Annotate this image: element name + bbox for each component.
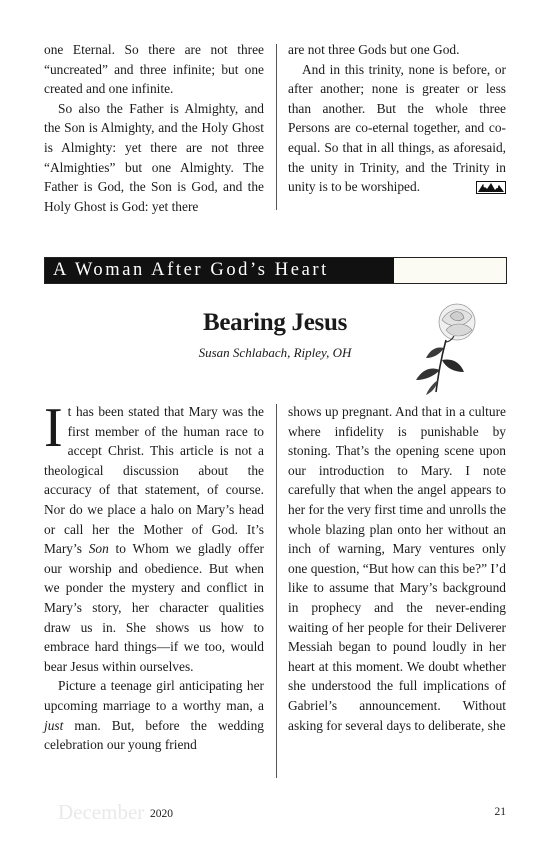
continued-text-right-column bbox=[288, 40, 506, 197]
footer-year: 2020 bbox=[150, 808, 173, 820]
emphasis-text: just bbox=[44, 717, 64, 733]
paragraph: So also the Father is Almighty, and the Son is Almighty, and the Holy Ghost is Almighty: yet there are not three “Almighties” but one Almighty. The Father is God, the Son is God, and the Holy Ghost is God: yet there bbox=[44, 100, 264, 214]
paragraph-text: Picture a teenage girl anticipating her upcoming marriage to a worthy man, a bbox=[44, 678, 264, 713]
paragraph: one Eternal. So there are not three “uncreated” and three infinite; but one created and one infinite. bbox=[44, 42, 264, 97]
page-number: 21 bbox=[494, 806, 506, 818]
paragraph-text: And in this trinity, none is before, or after another; none is greater or less than another. But the whole three Persons are co-eternal together, and co-equal. So that in all things, as aforesaid, the unity in Trinity, and the Trinity in unity is to be worshiped. bbox=[288, 61, 506, 195]
article-left-column bbox=[44, 397, 264, 755]
paragraph bbox=[44, 676, 264, 754]
flower-illustration-icon bbox=[402, 300, 492, 396]
column-divider bbox=[276, 44, 277, 210]
paragraph: are not three Gods but one God. bbox=[288, 42, 460, 57]
footer-month: December bbox=[58, 800, 145, 824]
paragraph bbox=[288, 60, 506, 197]
paragraph-text: to Whom we gladly offer our worship and obedience. But when we ponder the mystery and conflict in Mary’s story, her character qualities draw us in. She shows us how to embrace hard things—if we too, would bear Jesus within ourselves. bbox=[44, 541, 264, 674]
section-banner bbox=[44, 257, 507, 284]
paragraph-text: t has been stated that Mary was the first member of the human race to accept Christ. This article is not a theological discussion about the accuracy of that statement, of course. Nor do we place a halo on Mary’s head or call her the Mother of God. It’s Mary’s bbox=[44, 404, 264, 557]
paragraph: shows up pregnant. And that in a culture where infidelity is punishable by stoning. That’s the opening scene upon our introduction to Mary. I note carefully that when the angel appears to her for the very first time and unrolls the whole blazing plan onto her without an inch of warning, Mary ventures only one question, “But how can this be?” I’d like to assume that Mary’s background in prophecy and the never-ending waiting of her people for their Deliverer Messiah began to pound loudly in her heart at this moment. We doubt whether she understood the full implications of Gabriel’s announcement. Without asking for several days to deliberate, she bbox=[288, 404, 506, 733]
drop-cap: I bbox=[44, 397, 63, 459]
article-title: Bearing Jesus bbox=[202, 309, 348, 336]
paragraph-text: man. But, before the wedding celebration our young friend bbox=[44, 717, 264, 753]
column-divider bbox=[276, 404, 277, 778]
continued-text-left-column bbox=[44, 40, 264, 216]
emphasis-text: Son bbox=[88, 541, 109, 557]
end-of-article-icon bbox=[476, 181, 506, 194]
article-byline: Susan Schlabach, Ripley, OH bbox=[198, 345, 352, 360]
section-banner-label: A Woman After God’s Heart bbox=[53, 260, 329, 280]
article-right-column bbox=[288, 402, 506, 735]
paragraph bbox=[44, 397, 264, 676]
